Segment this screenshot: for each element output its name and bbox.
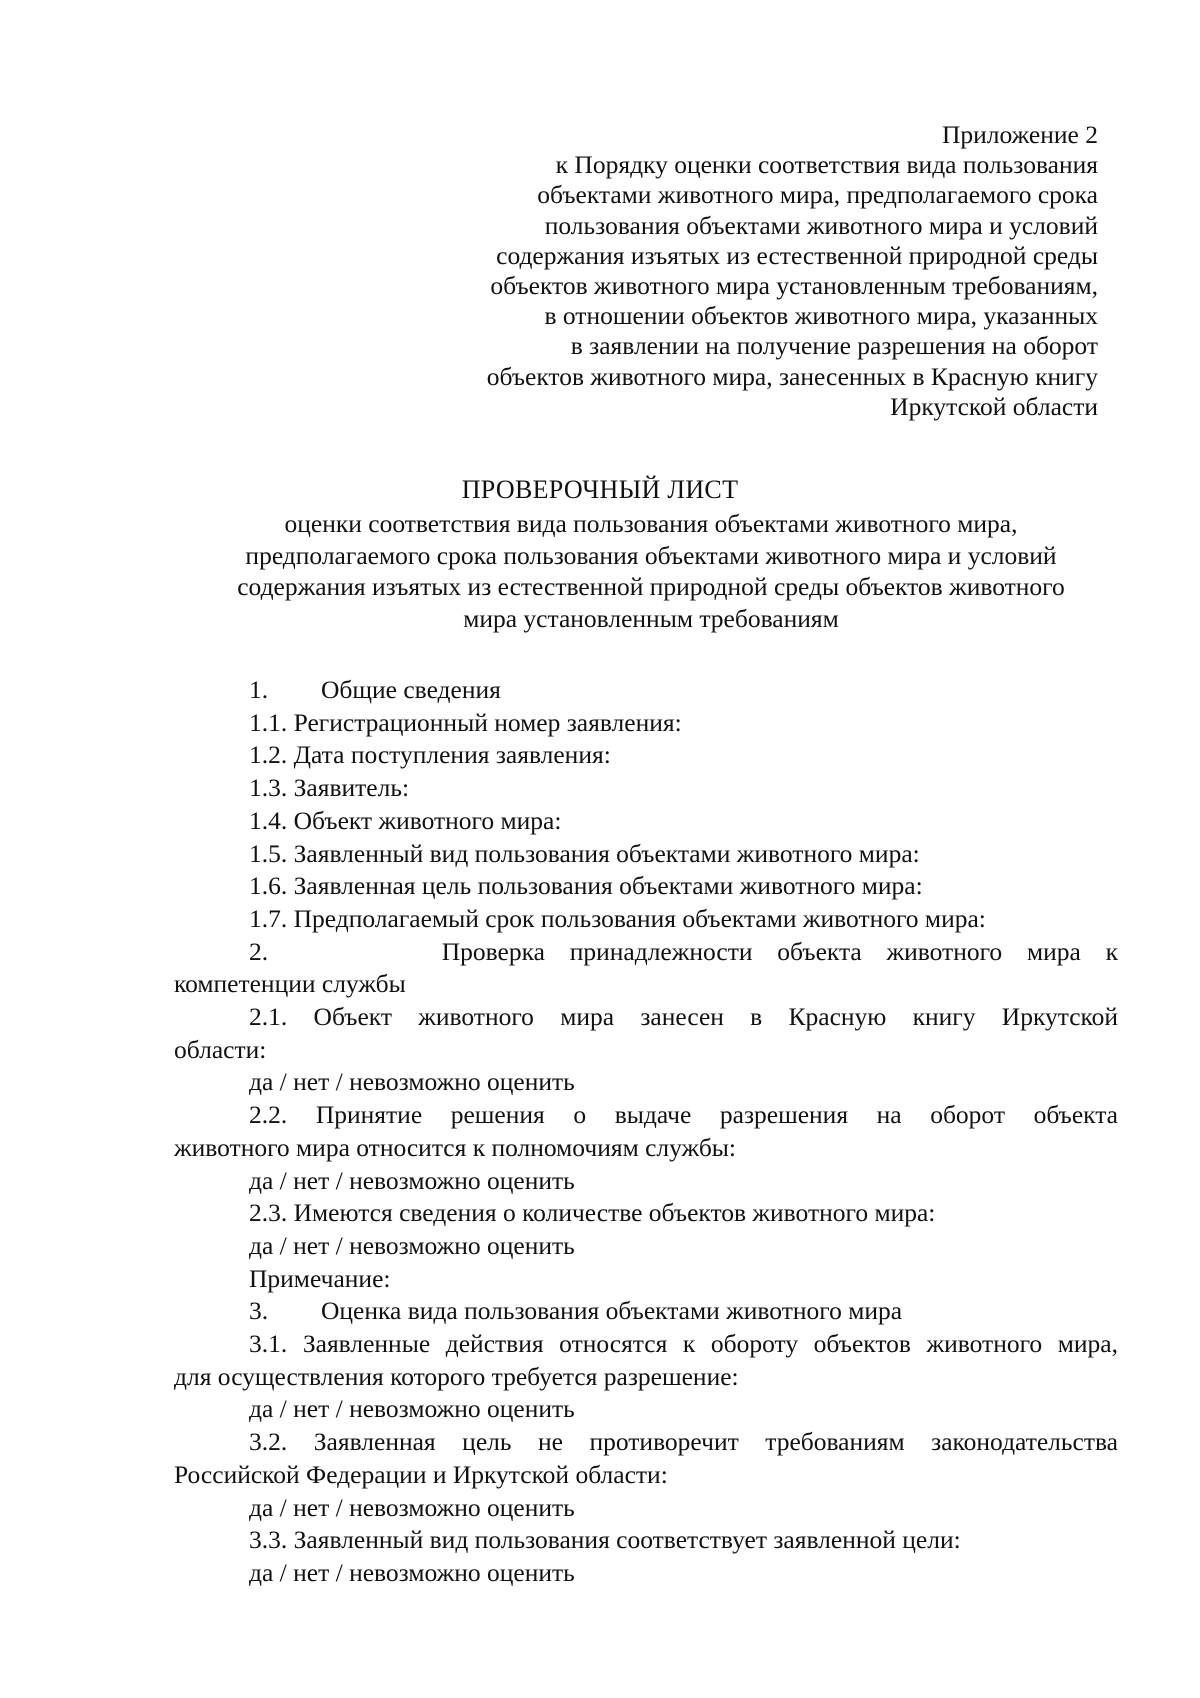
document-subtitle	[170, 508, 1132, 634]
answer-options: да / нет / невозможно оценить	[249, 1230, 575, 1260]
answer-options: да / нет / невозможно оценить	[249, 1067, 575, 1097]
answer-options: да / нет / невозможно оценить	[249, 1557, 575, 1587]
appendix-line: Приложение 2	[942, 120, 1098, 149]
question-text-continued: для осуществления которого требуется разрешение:	[174, 1361, 739, 1391]
section-title: Общие сведения	[321, 675, 501, 704]
appendix-line: объектами животного мира, предполагаемого срока	[537, 180, 1098, 210]
checklist-item: 1.5. Заявленный вид пользования объектами животного мира:	[249, 838, 920, 868]
question-text: 3.3. Заявленный вид пользования соответствует заявленной цели:	[249, 1525, 961, 1555]
checklist-item: 1.4. Объект животного мира:	[249, 805, 562, 835]
question-text-continued: Российской Федерации и Иркутской области:	[174, 1459, 668, 1489]
question-text: 3.1. Заявленные действия относятся к обороту объектов животного мира,	[249, 1329, 1118, 1359]
checklist-item: 1.7. Предполагаемый срок пользования объектами животного мира:	[249, 903, 986, 933]
answer-options: да / нет / невозможно оценить	[249, 1492, 575, 1522]
section-number: 2.	[249, 936, 269, 966]
section-title: Оценка вида пользования объектами животного мира	[321, 1296, 903, 1326]
question-text: 2.3. Имеются сведения о количестве объектов животного мира:	[249, 1198, 936, 1228]
appendix-line: в отношении объектов животного мира, указанных	[544, 301, 1098, 331]
question-text-continued: животного мира относится к полномочиям службы:	[174, 1132, 737, 1162]
appendix-line: пользования объектами животного мира и условий	[544, 210, 1098, 240]
answer-options: да / нет / невозможно оценить	[249, 1165, 575, 1195]
checklist-item: 1.2. Дата поступления заявления:	[249, 740, 611, 770]
appendix-line: к Порядку оценки соответствия вида пользования	[555, 150, 1098, 180]
subtitle-line: оценки соответствия вида пользования объектами животного мира,	[284, 509, 1018, 538]
subtitle-line: предполагаемого срока пользования объектами животного мира и условий	[245, 540, 1057, 570]
section-title-continued: компетенции службы	[174, 969, 406, 999]
question-text: 2.2. Принятие решения о выдаче разрешения на оборот объекта	[249, 1100, 1118, 1130]
section-title: Проверка принадлежности объекта животного мира к	[441, 936, 1119, 966]
section-heading	[174, 936, 1118, 969]
section-heading	[174, 674, 1118, 707]
answer-options: да / нет / невозможно оценить	[249, 1394, 575, 1424]
document-title: ПРОВЕРОЧНЫЙ ЛИСТ	[461, 475, 739, 504]
question-text-continued: области:	[174, 1034, 267, 1064]
appendix-line: объектов животного мира, занесенных в Красную книгу	[486, 361, 1098, 391]
appendix-header	[378, 120, 1098, 422]
note-label: Примечание:	[249, 1263, 391, 1293]
checklist-item: 1.1. Регистрационный номер заявления:	[249, 707, 682, 737]
appendix-line: Иркутской области	[890, 391, 1098, 421]
appendix-line: содержания изъятых из естественной природной среды	[496, 240, 1098, 270]
question-text: 2.1. Объект животного мира занесен в Красную книгу Иркутской	[249, 1002, 1118, 1032]
appendix-line: объектов животного мира установленным требованиям,	[490, 271, 1098, 301]
checklist-item: 1.6. Заявленная цель пользования объектами животного мира:	[249, 871, 923, 901]
section-number: 3.	[249, 1296, 269, 1326]
question-text: 3.2. Заявленная цель не противоречит требованиям законодательства	[249, 1427, 1118, 1457]
checklist-item: 1.3. Заявитель:	[249, 773, 410, 803]
appendix-line: в заявлении на получение разрешения на оборот	[570, 331, 1098, 361]
checklist-body	[174, 674, 1118, 1590]
section-number: 1.	[249, 675, 269, 704]
subtitle-line: мира установленным требованиям	[463, 603, 839, 633]
section-heading	[174, 1295, 1118, 1328]
subtitle-line: содержания изъятых из естественной природной среды объектов животного	[237, 572, 1065, 601]
